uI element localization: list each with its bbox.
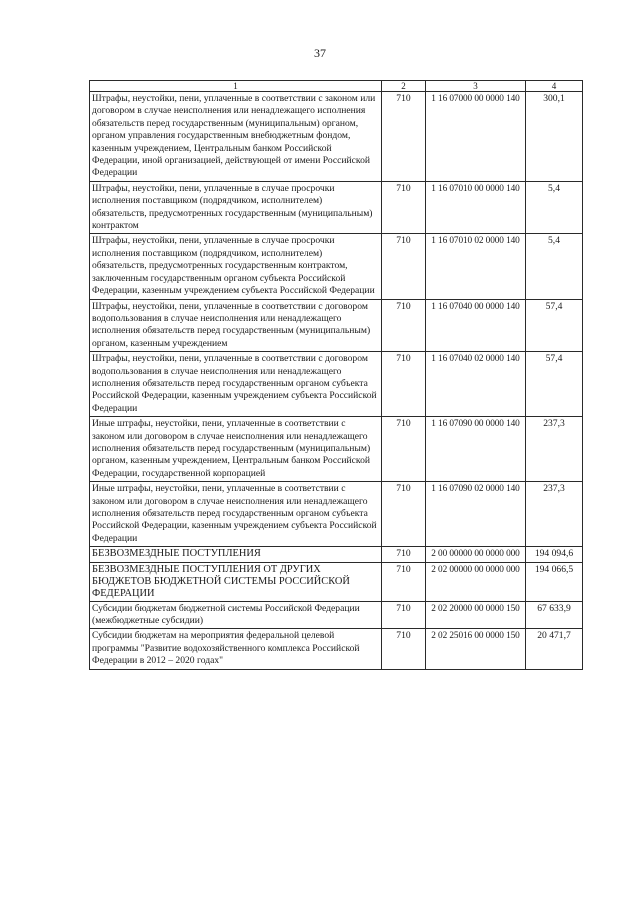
amount-cell: 57,4	[526, 299, 583, 352]
amount-cell: 237,3	[526, 417, 583, 482]
admin-code-cell: 710	[382, 601, 426, 629]
admin-code-cell: 710	[382, 352, 426, 417]
budget-code-cell: 1 16 07090 00 0000 140	[426, 417, 526, 482]
table-row	[90, 181, 583, 234]
budget-code-cell: 2 02 25016 00 0000 150	[426, 629, 526, 669]
amount-cell: 300,1	[526, 92, 583, 182]
revenue-name-cell: Субсидии бюджетам бюджетной системы Российской Федерации (межбюджетные субсидии)	[90, 601, 382, 629]
amount-cell: 57,4	[526, 352, 583, 417]
column-header-1: 1	[90, 81, 382, 92]
table-row	[90, 601, 583, 629]
budget-code-cell: 1 16 07040 02 0000 140	[426, 352, 526, 417]
budget-code-cell: 1 16 07010 02 0000 140	[426, 234, 526, 299]
admin-code-cell: 710	[382, 299, 426, 352]
column-header-3: 3	[426, 81, 526, 92]
table-row	[90, 299, 583, 352]
budget-code-cell: 1 16 07000 00 0000 140	[426, 92, 526, 182]
table-row	[90, 482, 583, 547]
revenue-name-cell: Штрафы, неустойки, пени, уплаченные в случае просрочки исполнения поставщиком (подрядчиком, исполнителем) обязательств, предусмотренных государственным контрактом, заключенным государственным органом субъекта Российской Федерации, казенным учреждением субъекта Российской Федерации	[90, 234, 382, 299]
admin-code-cell: 710	[382, 629, 426, 669]
amount-cell: 194 066,5	[526, 562, 583, 601]
amount-cell: 20 471,7	[526, 629, 583, 669]
table-row	[90, 234, 583, 299]
revenue-name-cell: Субсидии бюджетам на мероприятия федеральной целевой программы "Развитие водохозяйственного комплекса Российской Федерации в 2012 – 2020 годах"	[90, 629, 382, 669]
revenue-name-cell: Штрафы, неустойки, пени, уплаченные в соответствии с договором водопользования в случае неисполнения или ненадлежащего исполнения обязательств перед государственным органом субъекта Российской Федерации, казенным учреждением субъекта Российской Федерации	[90, 352, 382, 417]
budget-code-cell: 2 02 20000 00 0000 150	[426, 601, 526, 629]
admin-code-cell: 710	[382, 92, 426, 182]
budget-code-cell: 1 16 07090 02 0000 140	[426, 482, 526, 547]
budget-code-cell: 2 02 00000 00 0000 000	[426, 562, 526, 601]
revenue-name-cell: Иные штрафы, неустойки, пени, уплаченные в соответствии с законом или договором в случае неисполнения или ненадлежащего исполнения обязательств перед государственным органом субъекта Российской Федерации, казенным учреждением субъекта Российской Федерации	[90, 482, 382, 547]
admin-code-cell: 710	[382, 562, 426, 601]
revenue-name-cell: Иные штрафы, неустойки, пени, уплаченные в соответствии с законом или договором в случае неисполнения или ненадлежащего исполнения обязательств перед государственным (муниципальным) органом, казенным учреждением, Центральным банком Российской Федерации, государственной корпорацией	[90, 417, 382, 482]
table-row	[90, 352, 583, 417]
amount-cell: 237,3	[526, 482, 583, 547]
amount-cell: 67 633,9	[526, 601, 583, 629]
budget-code-cell: 1 16 07040 00 0000 140	[426, 299, 526, 352]
admin-code-cell: 710	[382, 417, 426, 482]
table-row	[90, 417, 583, 482]
admin-code-cell: 710	[382, 547, 426, 562]
table-row	[90, 562, 583, 601]
table-header-row	[90, 81, 583, 92]
table-row	[90, 629, 583, 669]
revenue-name-cell: БЕЗВОЗМЕЗДНЫЕ ПОСТУПЛЕНИЯ ОТ ДРУГИХ БЮДЖЕТОВ БЮДЖЕТНОЙ СИСТЕМЫ РОССИЙСКОЙ ФЕДЕРАЦИИ	[90, 562, 382, 601]
column-header-4: 4	[526, 81, 583, 92]
page-number: 37	[314, 46, 326, 60]
revenue-name-cell: БЕЗВОЗМЕЗДНЫЕ ПОСТУПЛЕНИЯ	[90, 547, 382, 562]
table-row	[90, 92, 583, 182]
table-row	[90, 547, 583, 562]
revenue-name-cell: Штрафы, неустойки, пени, уплаченные в соответствии с договором водопользования в случае неисполнения или ненадлежащего исполнения обязательств перед государственным (муниципальным) органом, казенным учреждением	[90, 299, 382, 352]
budget-revenue-table	[89, 80, 583, 670]
amount-cell: 194 094,6	[526, 547, 583, 562]
column-header-2: 2	[382, 81, 426, 92]
amount-cell: 5,4	[526, 181, 583, 234]
budget-code-cell: 2 00 00000 00 0000 000	[426, 547, 526, 562]
revenue-name-cell: Штрафы, неустойки, пени, уплаченные в случае просрочки исполнения поставщиком (подрядчиком, исполнителем) обязательств, предусмотренных государственным (муниципальным) контрактом	[90, 181, 382, 234]
admin-code-cell: 710	[382, 234, 426, 299]
revenue-name-cell: Штрафы, неустойки, пени, уплаченные в соответствии с законом или договором в случае неисполнения или ненадлежащего исполнения обязательств перед государственным (муниципальным) органом, органом управления государственным внебюджетным фондом, казенным учреждением, Центральным банком Российской Федерации, иной организацией, действующей от имени Российской Федерации	[90, 92, 382, 182]
admin-code-cell: 710	[382, 482, 426, 547]
amount-cell: 5,4	[526, 234, 583, 299]
budget-code-cell: 1 16 07010 00 0000 140	[426, 181, 526, 234]
admin-code-cell: 710	[382, 181, 426, 234]
